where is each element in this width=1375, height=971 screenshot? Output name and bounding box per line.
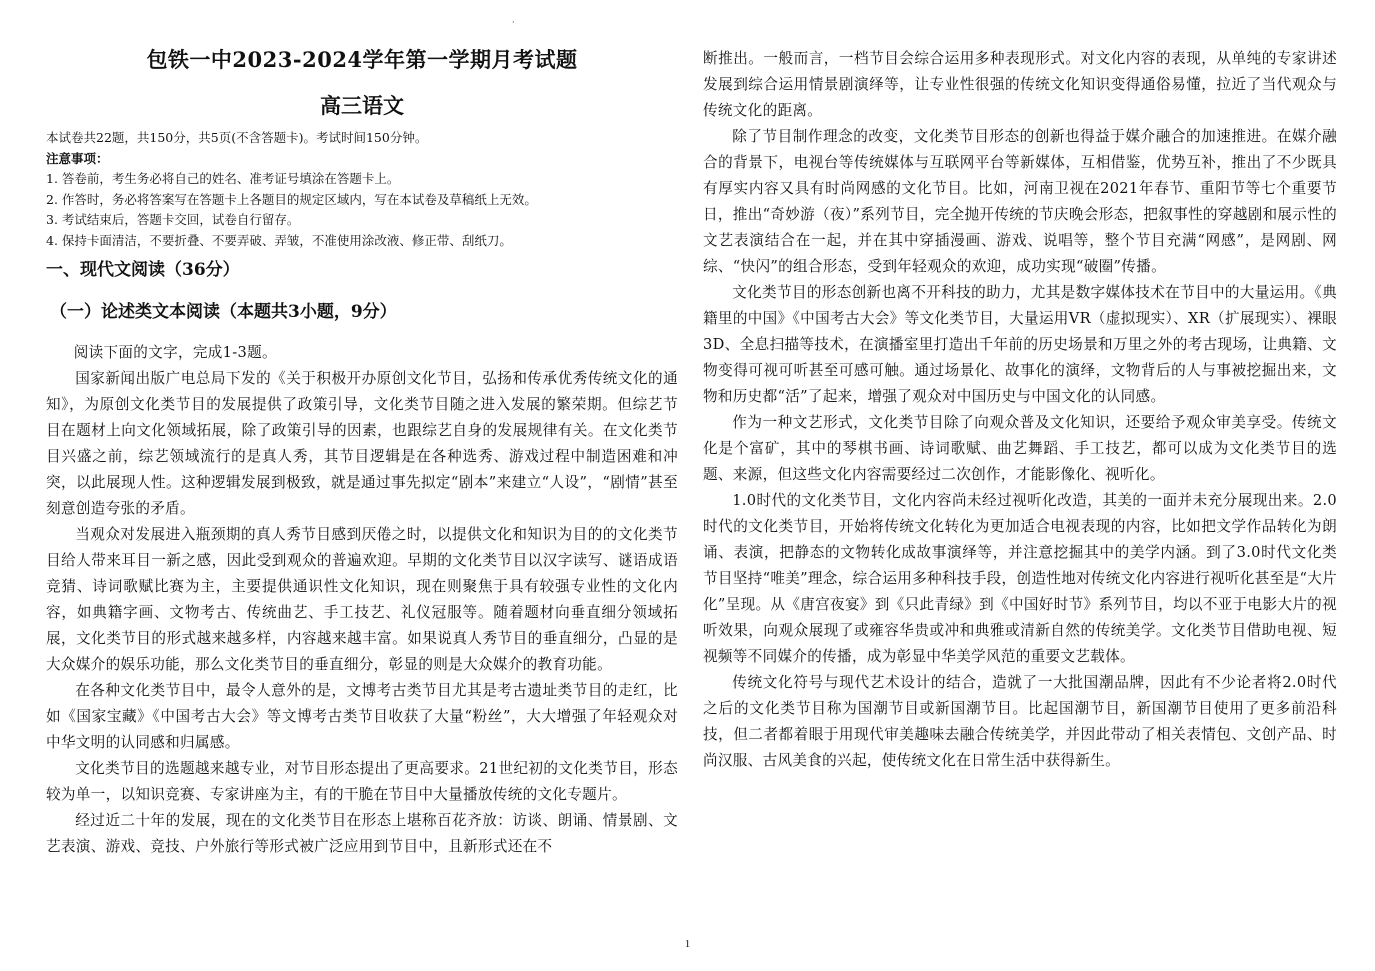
passage-paragraph: 文化类节目的形态创新也离不开科技的助力，尤其是数字媒体技术在节目中的大量运用。《典籍里的中国》《中国考古大会》等文化类节目，大量运用VR（虚拟现实）、XR（扩展现实）、裸眼3D、全息扫描等技术，在演播室里打造出千年前的历史场景和万里之外的考古现场，让典籍、文物变得可视可听甚至可感可触。通过场景化、故事化的演绎，文物背后的人与事被挖掘出来，文物和历史都“活”了起来，增强了观众对中国历史与中国文化的认同感。 [703,284,1337,405]
passage-paragraph: 在各种文化类节目中，最令人意外的是，文博考古类节目尤其是考古遗址类节目的走红，比如《国家宝藏》《中国考古大会》等文博考古类节目收获了大量“粉丝”，大大增强了年轻观众对中华文明的认同感和归属感。 [46,682,678,751]
section-heading-part1: 一、现代文阅读（36分） [46,260,240,280]
passage-paragraph: 国家新闻出版广电总局下发的《关于积极开办原创文化节目，弘扬和传承优秀传统文化的通知》，为原创文化类节目的发展提供了政策引导，文化类节目随之进入发展的繁荣期。但综艺节目在题材上向文化领域拓展，除了政策引导的因素，也跟综艺自身的发展规律有关。在文化类节目兴盛之前，综艺领域流行的是真人秀，其节目逻辑是在各种选秀、游戏过程中制造困难和冲突，以此展现人性。这种逻辑发展到极致，就是通过事先拟定“剧本”来建立“人设”，“剧情”甚至刻意创造夸张的矛盾。 [46,370,678,517]
notice-heading: 注意事项： [46,150,109,166]
exam-title: 包铁一中2023-2024学年第一学期月考试题 [146,47,578,72]
notice-item: 3. 考试结束后，答题卡交回，试卷自行留存。 [46,212,300,227]
notice-item: 4. 保持卡面清洁，不要折叠、不要弄破、弄皱，不准使用涂改液、修正带、刮纸刀。 [46,232,512,248]
notice-item: 2. 作答时，务必将答案写在答题卡上各题目的规定区域内，写在本试卷及草稿纸上无效。 [46,191,537,207]
page-number: 1 [684,938,691,950]
passage-paragraph: 经过近二十年的发展，现在的文化类节目在形态上堪称百花齐放：访谈、朗诵、情景剧、文艺表演、游戏、竞技、户外旅行等形式被广泛应用到节目中，且新形式还在不 [46,812,678,855]
reading-passage-left [46,340,678,860]
instruction-paragraph: 阅读下面的文字，完成1-3题。 [73,344,277,361]
passage-paragraph: 1.0时代的文化类节目，文化内容尚未经过视听化改造，其美的一面并未充分展现出来。2.0时代的文化类节目，开始将传统文化转化为更加适合电视表现的内容，比如把文学作品转化为朗诵、表演，把静态的文物转化成故事演绎等，并注意挖掘其中的美学内涵。到了3.0时代文化类节目坚持“唯美”理念，综合运用多种科技手段，创造性地对传统文化内容进行视听化甚至是“大片化”呈现。从《唐宫夜宴》到《只此青绿》到《中国好时节》系列节目，均以不亚于电影大片的视听效果，向观众展现了或雍容华贵或冲和典雅或清新自然的传统美学。文化类节目借助电视、短视频等不同媒介的传播，成为彰显中华美学风范的重要文艺载体。 [703,492,1337,665]
passage-paragraph: 作为一种文艺形式，文化类节目除了向观众普及文化知识，还要给予观众审美享受。传统文化是个富矿，其中的琴棋书画、诗词歌赋、曲艺舞蹈、手工技艺，都可以成为文化类节目的选题、来源，但这些文化内容需要经过二次创作，才能影像化、视听化。 [703,414,1337,483]
passage-paragraph-continued: 断推出。一般而言，一档节目会综合运用多种表现形式。对文化内容的表现，从单纯的专家讲述发展到综合运用情景剧演绎等，让专业性很强的传统文化知识变得通俗易懂，拉近了当代观众与传统文化的距离。 [703,50,1337,119]
exam-info-line: 本试卷共22题，共150分，共5页(不含答题卡)。考试时间150分钟。 [46,130,428,145]
exam-info [46,128,678,251]
section-heading-reading: （一）论述类文本阅读（本题共3小题，9分） [50,302,397,322]
passage-paragraph: 文化类节目的选题越来越专业，对节目形态提出了更高要求。21世纪初的文化类节目，形态较为单一，以知识竞赛、专家讲座为主，有的干脆在节目中大量播放传统的文化专题片。 [46,760,678,803]
notice-item: 1. 答卷前，考生务必将自己的姓名、准考证号填涂在答题卡上。 [46,171,400,186]
exam-subtitle: 高三语文 [320,93,404,118]
scan-dot: · [512,18,515,27]
passage-paragraph: 除了节目制作理念的改变，文化类节目形态的创新也得益于媒介融合的加速推进。在媒介融合的背景下，电视台等传统媒体与互联网平台等新媒体，互相借鉴，优势互补，推出了不少既具有厚实内容又具有时尚网感的文化节目。比如，河南卫视在2021年春节、重阳节等七个重要节日，推出“奇妙游（夜）”系列节目，完全抛开传统的节庆晚会形态，把叙事性的穿越剧和展示性的文艺表演结合在一起，并在其中穿插漫画、游戏、说唱等，整个节目充满“网感”，是网剧、网综、“快闪”的组合形态，受到年轻观众的欢迎，成功实现“破圈”传播。 [703,128,1337,275]
passage-paragraph: 传统文化符号与现代艺术设计的结合，造就了一大批国潮品牌，因此有不少论者将2.0时代之后的文化类节目称为国潮节目或新国潮节目。比起国潮节目，新国潮节目使用了更多前沿科技，但二者都着眼于用现代审美趣味去融合传统美学，并因此带动了相关表情包、文创产品、时尚汉服、古风美食的兴起，使传统文化在日常生活中获得新生。 [703,674,1337,769]
right-column [703,46,1337,774]
passage-paragraph: 当观众对发展进入瓶颈期的真人秀节目感到厌倦之时，以提供文化和知识为目的的文化类节目给人带来耳目一新之感，因此受到观众的普遍欢迎。早期的文化类节目以汉字读写、谜语成语竞猜、诗词歌赋比赛为主，主要提供通识性文化知识，现在则聚焦于具有较强专业性的文化内容，如典籍字画、文物考古、传统曲艺、手工技艺、礼仪冠服等。随着题材向垂直细分领域拓展，文化类节目的形式越来越多样，内容越来越丰富。如果说真人秀节目的垂直细分，凸显的是大众媒介的娱乐功能，那么文化类节目的垂直细分，彰显的则是大众媒介的教育功能。 [46,526,678,673]
